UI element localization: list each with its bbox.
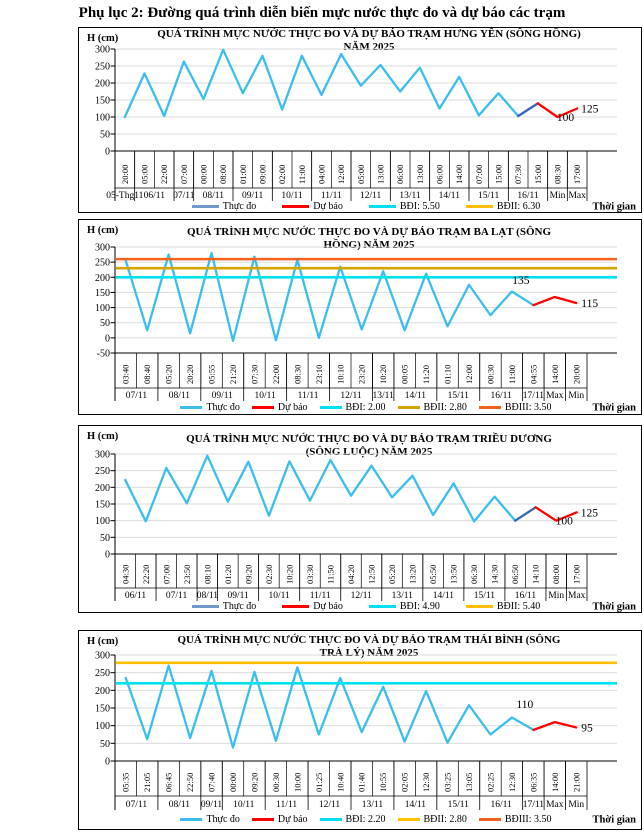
legend-line-swatch	[252, 406, 274, 409]
y-tick-label: 300	[95, 44, 110, 56]
date-label: 14/11	[432, 591, 454, 601]
legend-label: Dự báo	[313, 201, 343, 212]
y-tick-label: 150	[95, 703, 110, 715]
y-axis-unit-label: H (cm)	[87, 636, 119, 647]
legend-label: Thực đo	[206, 402, 240, 413]
chart-canvas	[79, 631, 640, 810]
y-tick-label: 300	[95, 650, 110, 662]
date-label: 09/11	[200, 800, 223, 810]
date-label: 07/11	[165, 591, 188, 601]
chart-trieu-duong	[78, 425, 642, 613]
legend-line-swatch	[479, 818, 501, 821]
time-label: 07:00	[178, 164, 189, 184]
y-tick-label: 0	[105, 756, 110, 768]
y-tick-label: 50	[100, 318, 110, 330]
legend-line-swatch	[369, 205, 396, 208]
date-label: 08/11	[202, 191, 224, 201]
time-label: 20:00	[119, 164, 130, 184]
y-axis-unit-label: H (cm)	[87, 33, 119, 44]
chart-ba-lat	[78, 219, 642, 415]
legend-label: BĐIII: 3.50	[504, 402, 552, 413]
legend-item	[320, 402, 386, 413]
y-axis-unit-label: H (cm)	[87, 225, 119, 236]
time-label: 10:20	[284, 564, 295, 584]
date-label: Max	[568, 191, 586, 201]
time-label: 20:20	[185, 364, 196, 384]
date-label: 16/11	[490, 800, 512, 810]
time-label: 14:00	[454, 164, 465, 184]
time-label: 11:00	[296, 164, 307, 184]
value-annotation: 125	[581, 103, 599, 116]
time-label: 03:25	[442, 772, 453, 792]
y-tick-label: 100	[95, 303, 110, 315]
date-label: 14/11	[404, 391, 427, 401]
legend-item	[180, 814, 239, 825]
date-label: 10/11	[233, 800, 255, 810]
y-tick-label: 150	[95, 95, 110, 107]
time-label: 20:00	[571, 364, 582, 384]
legend-label: BĐI: 2.00	[345, 402, 386, 413]
time-label: 05:00	[355, 164, 366, 184]
date-label: 11/11	[309, 591, 331, 601]
date-label: 12/11	[340, 391, 362, 401]
y-tick-label: 250	[95, 61, 110, 73]
time-label: 08:00	[551, 564, 562, 584]
time-label: 12:00	[464, 364, 474, 384]
time-label: 22:00	[270, 364, 281, 384]
time-label: 03:40	[120, 364, 131, 384]
time-label: 11:00	[506, 364, 517, 384]
date-label: 11/11	[276, 800, 298, 810]
legend-line-swatch	[398, 406, 420, 409]
x-axis-title: Thời gian	[592, 201, 636, 212]
y-tick-label: 100	[95, 516, 110, 528]
chart-canvas	[79, 426, 640, 601]
series-thuc-do-cuoi	[518, 103, 538, 116]
legend-line-swatch	[398, 818, 420, 821]
time-label: 09:20	[249, 772, 260, 792]
legend-item	[369, 601, 440, 612]
date-label: 10/11	[268, 591, 290, 601]
time-label: 06:35	[528, 772, 539, 792]
date-label: 08/11	[196, 591, 218, 601]
date-label: 16/11	[490, 391, 512, 401]
legend-item	[466, 201, 540, 212]
y-tick-label: 50	[100, 738, 110, 750]
date-label: 07/11	[125, 800, 148, 810]
time-label: 14:00	[549, 364, 560, 384]
date-label: 08/11	[168, 800, 191, 810]
legend-label: Dự báo	[313, 601, 343, 612]
date-label: 05-Thg11	[106, 191, 144, 201]
time-label: 13:50	[448, 564, 459, 584]
time-label: 01:20	[222, 564, 233, 584]
legend-label: Thực đo	[222, 601, 257, 612]
time-label: 02:05	[399, 772, 410, 792]
date-label: 14/11	[438, 191, 460, 201]
series-thuc-do	[126, 253, 534, 341]
time-label: 21:20	[228, 364, 238, 384]
date-label: 14/11	[404, 800, 427, 810]
time-label: 08:10	[202, 564, 213, 584]
legend-item	[192, 601, 256, 612]
time-label: 04:30	[120, 564, 131, 584]
chart-legend	[79, 401, 641, 414]
legend-items	[180, 402, 551, 413]
time-label: 04:00	[316, 164, 327, 184]
y-tick-label: 200	[95, 272, 110, 284]
legend-item	[369, 201, 440, 212]
x-axis-title: Thời gian	[592, 601, 636, 612]
chart-thai-binh	[78, 630, 642, 830]
y-tick-label: 300	[95, 449, 110, 461]
chart-title-line-2: HỒNG) NĂM 2025	[323, 239, 415, 251]
time-label: 11:20	[421, 364, 432, 384]
y-tick-label: 100	[95, 721, 110, 733]
y-tick-label: 250	[95, 257, 110, 269]
chart-title-line-2: (SÔNG LUỘC) NĂM 2025	[305, 446, 433, 458]
time-label: 07:00	[161, 564, 172, 584]
chart-title-line-1: QUÁ TRÌNH MỰC NƯỚC THỰC ĐO VÀ DỰ BÁO TRẠM THÁI BÌNH (SÔNG	[177, 634, 561, 646]
value-annotation: 115	[581, 298, 599, 311]
chart-canvas	[79, 220, 640, 401]
legend-line-swatch	[320, 818, 342, 821]
chart-title-line-2: TRÀ LÝ) NĂM 2025	[319, 647, 419, 659]
time-label: 05:20	[163, 364, 174, 384]
time-label: 14:30	[489, 564, 500, 584]
y-tick-label: 150	[95, 287, 110, 299]
y-tick-label: -50	[96, 348, 110, 360]
time-label: 10:55	[378, 772, 389, 792]
time-label: 23:50	[181, 564, 192, 584]
y-tick-label: 250	[95, 466, 110, 478]
legend-label: BĐI: 4.90	[399, 601, 440, 612]
time-label: 08:40	[142, 364, 153, 384]
legend-line-swatch	[369, 605, 396, 608]
chart-legend	[79, 810, 641, 829]
time-label: 06:30	[469, 564, 480, 584]
date-label: 07/11	[125, 391, 148, 401]
chart-title-line-2: NĂM 2025	[343, 41, 395, 53]
y-tick-label: 200	[95, 685, 110, 697]
time-label: 12:30	[421, 772, 432, 792]
date-label: 11/11	[297, 391, 319, 401]
time-label: 02:30	[263, 564, 274, 584]
time-label: 10:00	[292, 772, 303, 792]
date-label: Min	[548, 591, 565, 601]
legend-item	[192, 201, 256, 212]
legend-item	[466, 601, 540, 612]
y-tick-label: 300	[95, 242, 110, 254]
date-label: 16/11	[517, 191, 539, 201]
y-tick-label: 0	[105, 333, 110, 345]
value-annotation: 125	[580, 507, 598, 520]
legend-items	[180, 814, 551, 825]
date-label: 09/11	[242, 191, 264, 201]
legend-label: Thực đo	[222, 201, 257, 212]
legend-label: Thực đo	[206, 814, 240, 825]
date-label: 06/11	[124, 591, 147, 601]
time-label: 03:30	[304, 564, 315, 584]
time-label: 21:00	[571, 772, 582, 792]
legend-label: BĐI: 5.50	[399, 201, 440, 212]
date-label: 06/11	[143, 191, 165, 201]
date-label: 17/11	[522, 391, 545, 401]
legend-item	[282, 201, 343, 212]
legend-label: Dự báo	[277, 814, 308, 825]
chart-legend	[79, 201, 641, 212]
time-label: 05:50	[428, 564, 439, 584]
date-label: 16/11	[514, 591, 537, 601]
time-label: 10:10	[335, 364, 346, 384]
date-label: 15/11	[473, 591, 496, 601]
legend-line-swatch	[479, 406, 501, 409]
legend-item	[320, 814, 386, 825]
legend-line-swatch	[192, 205, 219, 208]
time-label: 00:00	[198, 164, 209, 184]
chart-canvas	[79, 28, 640, 201]
time-label: 17:00	[571, 564, 582, 584]
legend-line-swatch	[320, 406, 342, 409]
time-label: 04:20	[346, 564, 356, 584]
time-label: 00:30	[270, 772, 281, 792]
time-label: 05:20	[387, 564, 398, 584]
date-label: 15/11	[447, 391, 469, 401]
legend-label: BĐI: 2.20	[345, 814, 386, 825]
time-label: 15:00	[532, 164, 543, 184]
date-label: 13/11	[361, 800, 384, 810]
value-annotation: 110	[516, 699, 534, 712]
y-tick-label: 150	[95, 499, 110, 511]
time-label: 13:20	[407, 564, 418, 584]
legend-items	[192, 201, 540, 212]
legend-item	[252, 402, 308, 413]
time-label: 21:05	[142, 772, 153, 792]
date-label: Min	[568, 800, 585, 810]
legend-label: BĐII: 6.30	[496, 201, 541, 212]
chart-title-line-1: QUÁ TRÌNH MỰC NƯỚC THỰC ĐO VÀ DỰ BÁO TRẠM HƯNG YÊN (SÔNG HỒNG)	[157, 28, 581, 40]
legend-line-swatch	[466, 605, 493, 608]
legend-label: BĐII: 2.80	[423, 402, 467, 413]
x-axis-title: Thời gian	[592, 814, 636, 825]
time-label: 22:50	[185, 772, 196, 792]
series-du-bao	[533, 297, 576, 305]
time-label: 05:00	[139, 164, 150, 184]
time-label: 13:00	[414, 164, 425, 184]
value-annotation: 100	[556, 112, 575, 124]
time-label: 11:50	[325, 564, 336, 584]
date-label: Max	[546, 800, 564, 810]
time-label: 10:20	[378, 364, 389, 384]
time-label: 01:00	[237, 164, 248, 184]
legend-item	[398, 402, 467, 413]
date-label: 12/11	[318, 800, 341, 810]
y-tick-label: 100	[95, 112, 110, 124]
legend-label: BĐIII: 3.50	[504, 814, 552, 825]
time-label: 08:30	[292, 364, 303, 384]
time-label: 22:20	[140, 564, 151, 584]
time-label: 22:00	[159, 164, 170, 184]
chart-title-line-1: QUÁ TRÌNH MỰC NƯỚC THỰC ĐO VÀ DỰ BÁO TRẠM BA LẠT (SÔNG	[186, 226, 552, 238]
x-axis-title: Thời gian	[592, 402, 636, 413]
time-label: 05:35	[120, 772, 131, 792]
date-label: Min	[549, 191, 566, 201]
time-label: 00:05	[399, 364, 410, 384]
date-label: 12/11	[350, 591, 372, 601]
date-label: 15/11	[447, 800, 469, 810]
time-label: 23:10	[313, 364, 324, 384]
chart-legend	[79, 601, 641, 612]
time-label: 12:30	[506, 772, 517, 792]
chart-hung-yen	[78, 27, 642, 213]
legend-item	[479, 814, 552, 825]
legend-item	[180, 402, 239, 413]
legend-line-swatch	[180, 818, 202, 821]
date-label: 07/11	[173, 191, 195, 201]
legend-line-swatch	[192, 605, 219, 608]
time-label: 00:00	[228, 772, 238, 792]
date-label: 13/11	[399, 191, 421, 201]
time-label: 02:25	[485, 772, 496, 792]
time-label: 12:00	[336, 164, 347, 184]
time-label: 13:05	[464, 772, 474, 792]
date-label: 13/11	[372, 391, 394, 401]
time-label: 13:00	[375, 164, 386, 184]
series-thuc-do	[125, 456, 515, 522]
time-label: 06:00	[434, 164, 445, 184]
time-label: 01:40	[356, 772, 367, 792]
date-label: Max	[546, 391, 564, 401]
legend-item	[252, 814, 308, 825]
series-thuc-do	[126, 666, 534, 748]
legend-line-swatch	[466, 205, 493, 208]
page-title: Phụ lục 2: Đường quá trình diễn biến mực nước thực đo và dự báo các trạm	[78, 5, 566, 21]
time-label: 07:40	[206, 772, 217, 792]
legend-label: BĐII: 2.80	[423, 814, 467, 825]
legend-line-swatch	[282, 605, 309, 608]
value-annotation: 100	[555, 515, 573, 528]
time-label: 08:00	[218, 164, 229, 184]
time-label: 23:20	[356, 364, 367, 384]
time-label: 06:50	[510, 564, 521, 584]
legend-item	[398, 814, 467, 825]
legend-items	[192, 601, 540, 612]
y-tick-label: 200	[95, 482, 110, 494]
date-label: 09/11	[227, 591, 249, 601]
legend-line-swatch	[180, 406, 202, 409]
time-label: 07:00	[473, 164, 484, 184]
series-thuc-do-cuoi	[515, 507, 536, 520]
legend-label: Dự báo	[277, 402, 308, 413]
date-label: 10/11	[254, 391, 276, 401]
date-label: 10/11	[281, 191, 303, 201]
y-tick-label: 0	[105, 146, 110, 158]
time-label: 17:00	[572, 164, 583, 184]
date-label: 09/11	[211, 391, 233, 401]
legend-line-swatch	[282, 205, 309, 208]
time-label: 12:50	[366, 564, 377, 584]
time-label: 00:30	[485, 364, 496, 384]
time-label: 07:30	[513, 164, 524, 184]
chart-title-line-1: QUÁ TRÌNH MỰC NƯỚC THỰC ĐO VÀ DỰ BÁO TRẠM TRIỀU DƯƠNG	[186, 433, 552, 445]
time-label: 06:45	[163, 772, 174, 792]
time-label: 07:30	[249, 364, 260, 384]
time-label: 02:00	[277, 164, 288, 184]
time-label: 08:30	[552, 164, 563, 184]
value-annotation: 135	[512, 274, 530, 287]
legend-item	[479, 402, 552, 413]
y-tick-label: 50	[100, 532, 110, 544]
time-label: 15:00	[493, 164, 504, 184]
y-axis-unit-label: H (cm)	[87, 431, 119, 442]
time-label: 04:55	[528, 364, 539, 384]
time-label: 14:10	[530, 564, 541, 584]
time-label: 06:00	[395, 164, 406, 184]
y-tick-label: 0	[105, 549, 110, 561]
time-label: 14:00	[549, 772, 560, 792]
y-tick-label: 250	[95, 668, 110, 680]
legend-label: BĐII: 5.40	[496, 601, 541, 612]
date-label: 13/11	[391, 591, 413, 601]
y-tick-label: 50	[100, 129, 110, 141]
time-label: 10:40	[335, 772, 346, 792]
value-annotation: 95	[581, 722, 593, 735]
y-tick-label: 200	[95, 78, 110, 90]
legend-line-swatch	[252, 818, 274, 821]
date-label: 11/11	[320, 191, 342, 201]
date-label: 17/11	[522, 800, 545, 810]
date-label: 08/11	[168, 391, 191, 401]
legend-item	[282, 601, 343, 612]
date-label: 12/11	[360, 191, 382, 201]
date-label: Max	[568, 591, 586, 601]
time-label: 09:20	[243, 564, 254, 584]
time-label: 09:00	[257, 164, 268, 184]
time-label: 01:10	[442, 364, 453, 384]
date-label: 15/11	[478, 191, 500, 201]
time-label: 05:55	[206, 364, 217, 384]
date-label: Min	[568, 391, 585, 401]
time-label: 01:25	[313, 772, 324, 792]
